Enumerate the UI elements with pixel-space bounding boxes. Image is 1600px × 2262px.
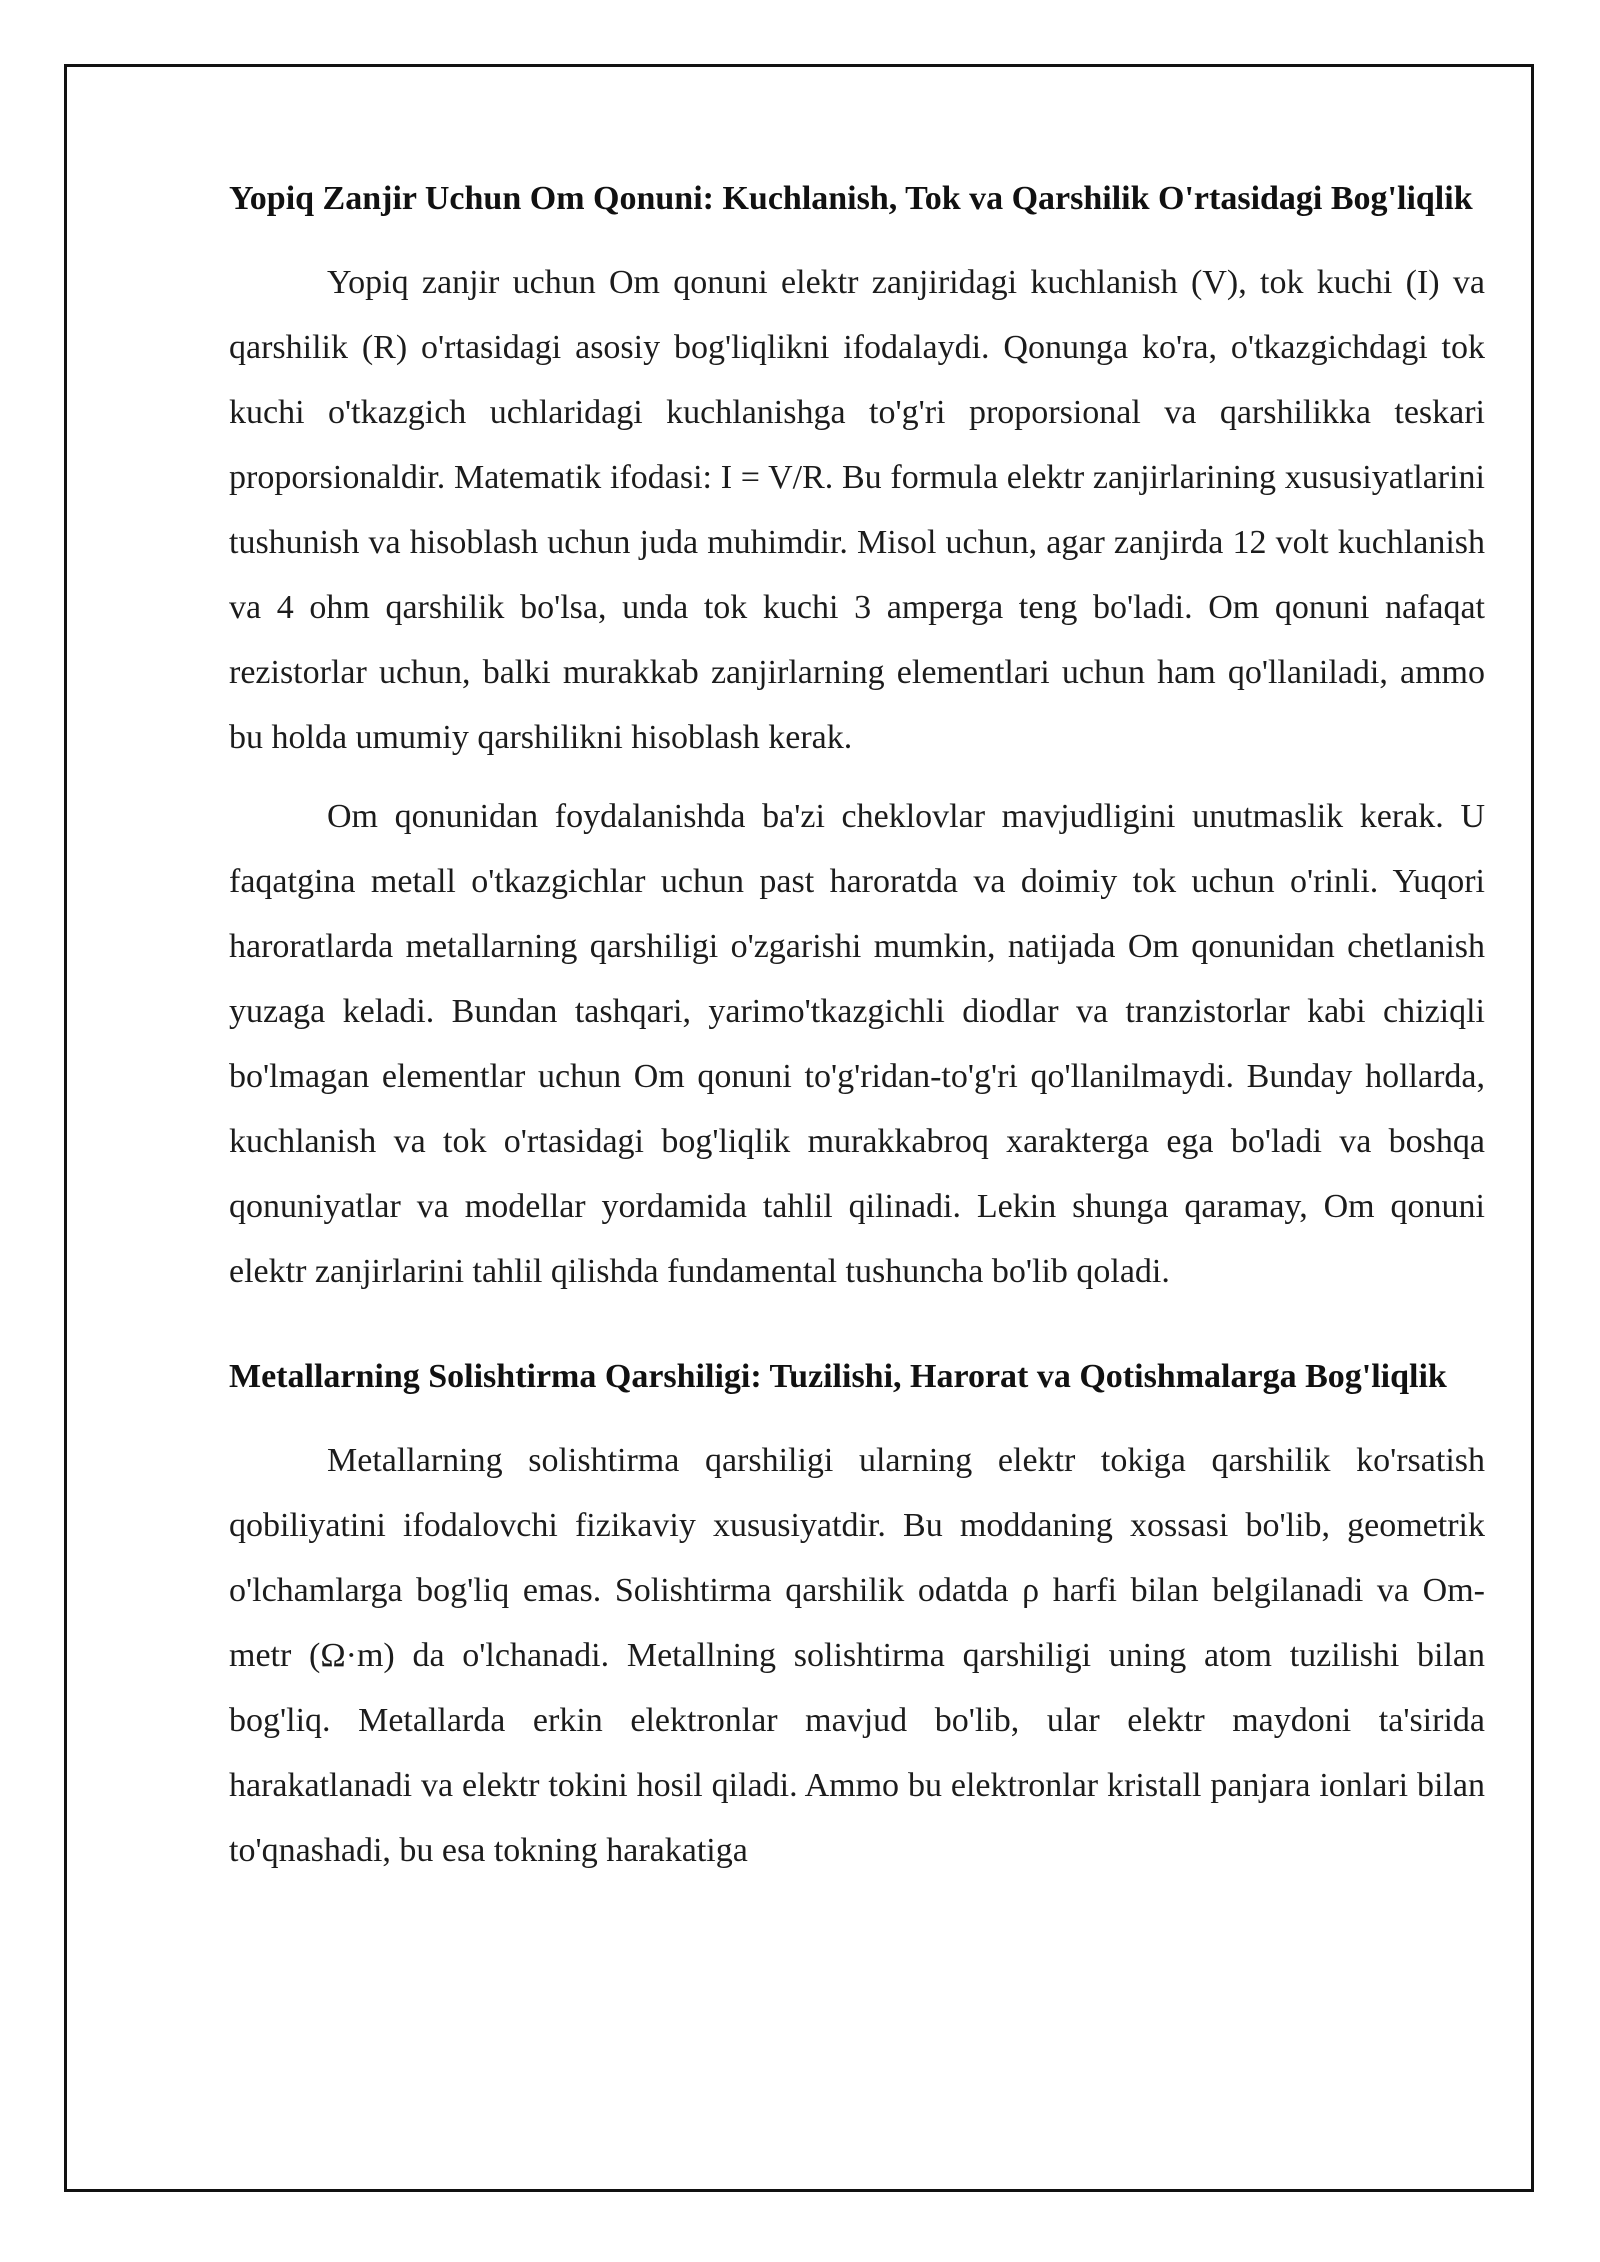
paragraph-ohms-law-definition: Yopiq zanjir uchun Om qonuni elektr zanjiridagi kuchlanish (V), tok kuchi (I) va qarshilik (R) o'rtasidagi asosiy bog'liqlikni ifodalaydi. Qonunga ko'ra, o'tkazgichdagi tok kuchi o'tkazgich uchlaridagi kuchlanishga to'g'ri proporsional va qarshilikka teskari proporsionaldir. Matematik ifodasi: I = V/R. Bu formula elektr zanjirlarining xususiyatlarini tushunish va hisoblash uchun juda muhimdir. Misol uchun, agar zanjirda 12 volt kuchlanish va 4 ohm qarshilik bo'lsa, unda tok kuchi 3 amperga teng bo'ladi. Om qonuni nafaqat rezistorlar uchun, balki murakkab zanjirlarning elementlari uchun ham qo'llaniladi, ammo bu holda umumiy qarshilikni hisoblash kerak.	[229, 264, 1485, 756]
section-heading-ohms-law: Yopiq Zanjir Uchun Om Qonuni: Kuchlanish, Tok va Qarshilik O'rtasidagi Bog'liqlik	[229, 180, 1473, 217]
paragraph-ohms-law-limitations: Om qonunidan foydalanishda ba'zi cheklovlar mavjudligini unutmaslik kerak. U faqatgina metall o'tkazgichlar uchun past haroratda va doimiy tok uchun o'rinli. Yuqori haroratlarda metallarning qarshiligi o'zgarishi mumkin, natijada Om qonunidan chetlanish yuzaga keladi. Bundan tashqari, yarimo'tkazgichli diodlar va tranzistorlar kabi chiziqli bo'lmagan elementlar uchun Om qonuni to'g'ridan-to'g'ri qo'llanilmaydi. Bunday hollarda, kuchlanish va tok o'rtasidagi bog'liqlik murakkabroq xarakterga ega bo'ladi va boshqa qonuniyatlar va modellar yordamida tahlil qilinadi. Lekin shunga qaramay, Om qonuni elektr zanjirlarini tahlil qilishda fundamental tushuncha bo'lib qoladi.	[229, 798, 1485, 1290]
section-heading-resistivity: Metallarning Solishtirma Qarshiligi: Tuzilishi, Harorat va Qotishmalarga Bog'liqlik	[229, 1358, 1447, 1395]
document-body	[229, 174, 1485, 1897]
paragraph-resistivity-definition: Metallarning solishtirma qarshiligi ularning elektr tokiga qarshilik ko'rsatish qobiliyatini ifodalovchi fizikaviy xususiyatdir. Bu moddaning xossasi bo'lib, geometrik o'lchamlarga bog'liq emas. Solishtirma qarshilik odatda ρ harfi bilan belgilanadi va Om-metr (Ω·m) da o'lchanadi. Metallning solishtirma qarshiligi uning atom tuzilishi bilan bog'liq. Metallarda erkin elektronlar mavjud bo'lib, ular elektr maydoni ta'sirida harakatlanadi va elektr tokini hosil qiladi. Ammo bu elektronlar kristall panjara ionlari bilan to'qnashadi, bu esa tokning harakatiga	[229, 1442, 1485, 1869]
